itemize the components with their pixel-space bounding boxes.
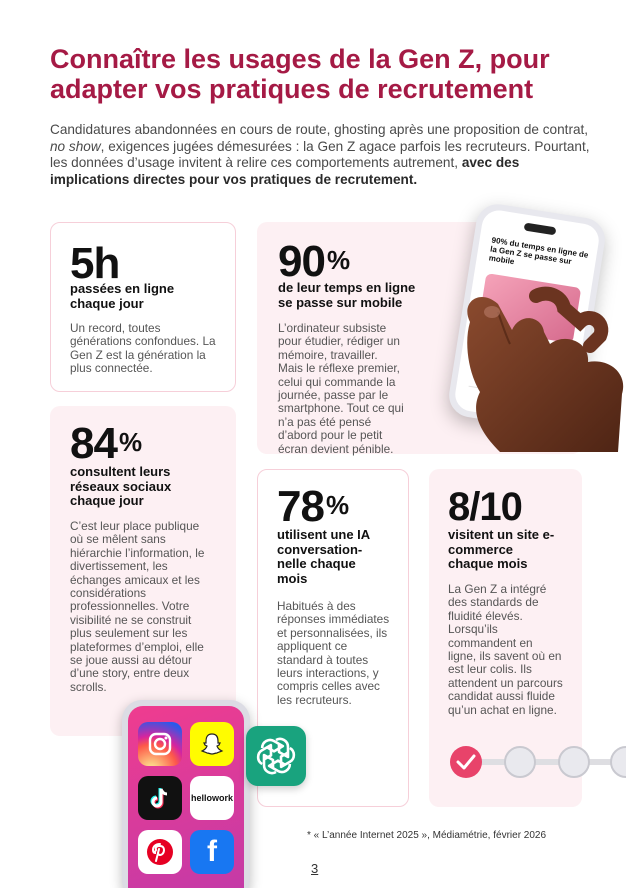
stat-description: Un record, toutes générations confondues. La Gen Z est la génération la plus connectée. (70, 321, 216, 376)
stat-value: 84% (70, 419, 142, 468)
stat-value: 5h (70, 239, 120, 288)
page-title: Connaître les usages de la Gen Z, pour adapter vos pratiques de recrutement (50, 44, 550, 104)
step-check-icon (450, 746, 482, 778)
page-number: 3 (311, 861, 319, 876)
hand-illustration (440, 282, 630, 452)
stat-label: visitent un site e-commerce chaque mois (448, 527, 555, 572)
footnote: * « L’année Internet 2025 », Médiamétrie, février 2026 (307, 830, 547, 841)
step-circle (505, 747, 535, 777)
facebook-icon: f (190, 830, 234, 874)
stat-description: La Gen Z a intégré des standards de fluidité élevés. Lorsqu’ils commandent en ligne, ils savent où en est leur colis. Ils attendent un parcours candidat aussi fluide qu’un achat en ligne. (448, 582, 563, 717)
intro-paragraph: Candidatures abandonnées en cours de route, ghosting après une proposition de contrat, no show, exigences jugées démesurées : la Gen Z agace parfois les recruteurs. Pourtant, les données d’usage invitent à relire ces comportements autrement, avec des implications directes pour vos pratiques de recrutement. (50, 122, 590, 187)
stat-description: Habitués à des réponses immédiates et personnalisées, ils appliquent ce standard à toutes leurs interactions, y compris celles avec les recruteurs. (277, 599, 390, 707)
stat-label: utilisent une IA conversation-nelle chaque mois (277, 527, 370, 586)
smartphone-apps-illustration (122, 700, 250, 888)
step-circle (559, 747, 589, 777)
step-circle (611, 747, 626, 777)
snapchat-icon (190, 722, 234, 766)
stat-value: 8/10 (448, 485, 522, 529)
chatgpt-icon (246, 726, 306, 786)
stat-value: 90% (278, 237, 350, 286)
tracking-steps-illustration (446, 742, 626, 782)
pinterest-icon (138, 830, 182, 874)
tiktok-icon (138, 776, 182, 820)
hellowork-icon: hellowork (190, 776, 234, 820)
stat-label: passées en ligne chaque jour (70, 281, 175, 311)
stat-description: C’est leur place publique où se mêlent sans hiérarchie l’information, le divertissement, les échanges amicaux et les considérations professionnelles. Votre visibilité ne se construit plus seulement sur les plateformes d’emploi, elle se joue aussi au détour d’une story, entre deux scrolls. (70, 519, 205, 694)
stat-value: 78% (277, 482, 349, 531)
stat-label: de leur temps en ligne se passe sur mobile (278, 280, 416, 310)
stat-label: consultent leurs réseaux sociaux chaque jour (70, 464, 172, 509)
stat-description: L’ordinateur subsiste pour étudier, rédiger un mémoire, travailler. Mais le réflexe premier, celui qui commande la journée, passe par le smartphone. Tout ce qui n’a pas été pensé d’abord pour le petit écran devient pénible. (278, 321, 404, 456)
instagram-icon (138, 722, 182, 766)
phone-headline: 90% du temps en ligne de la Gen Z se passe sur mobile (488, 235, 589, 267)
